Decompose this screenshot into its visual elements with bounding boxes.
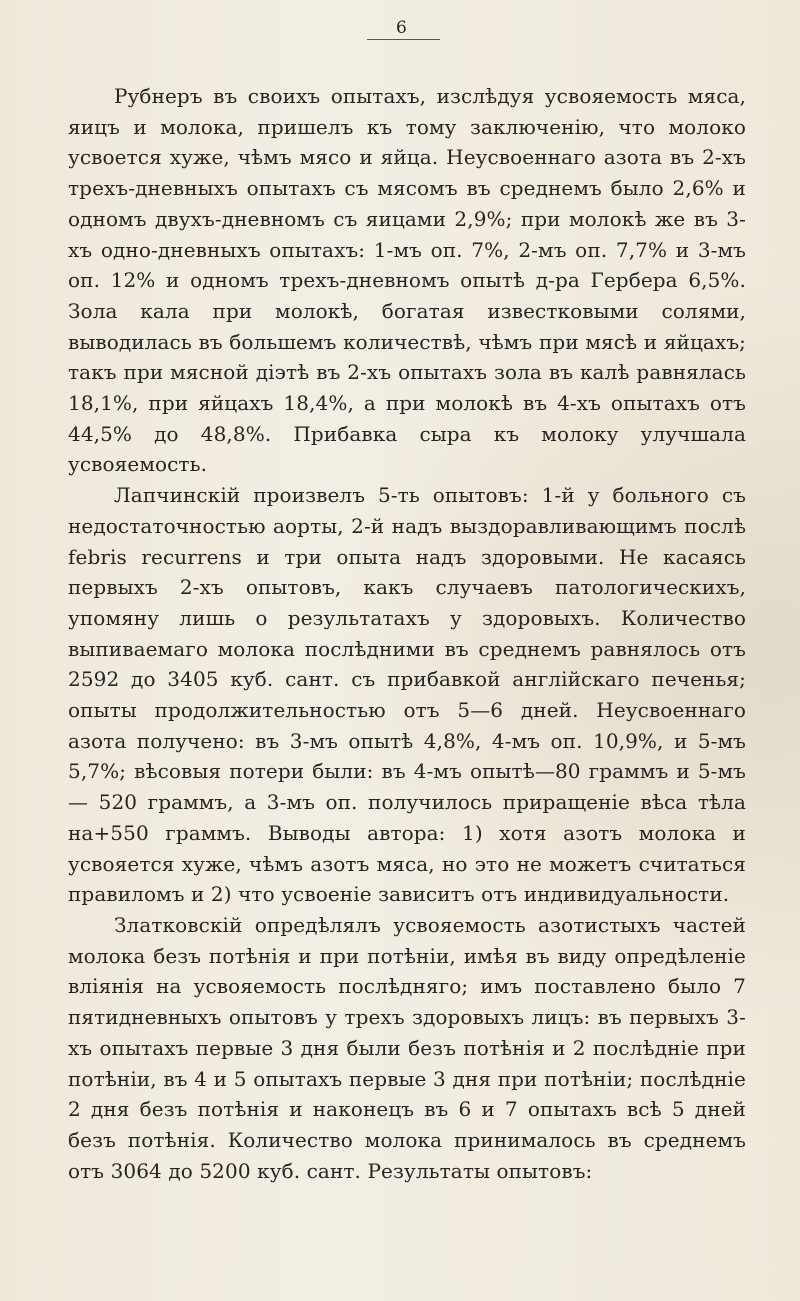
- paragraph-lapchinsky: Лапчинскій произвелъ 5-ть опытовъ: 1-й у больного съ недостаточностью аорты, 2-й надъ выздоравливающимъ послѣ febris recurrens и три опыта надъ здоровыми. Не касаясь первыхъ 2-хъ опытовъ, какъ случаевъ патологическихъ, упомяну лишь о результатахъ у здоровыхъ. Количество выпиваемаго молока послѣдними въ среднемъ равнялось отъ 2592 до 3405 куб. сант. съ прибавкой англійскаго печенья; опыты продолжительностью отъ 5—6 дней. Неусвоеннаго азота получено: въ 3-мъ опытѣ 4,8%, 4-мъ оп. 10,9%, и 5-мъ 5,7%; вѣсовыя потери были: въ 4-мъ опытѣ—80 граммъ и 5-мъ — 520 граммъ, а 3-мъ оп. получилось приращеніе вѣса тѣла на+550 граммъ. Выводы автора: 1) хотя азотъ молока и усвояется хуже, чѣмъ азотъ мяса, но это не можетъ считаться правиломъ и 2) что усвоеніе зависитъ отъ индивидуальности.: [68, 483, 746, 907]
- paragraph-zlatkovsky: Златковскій опредѣлялъ усвояемость азотистыхъ частей молока безъ потѣнія и при потѣніи, имѣя въ виду опредѣленіе вліянія на усвояемость послѣдняго; имъ поставлено было 7 пятидневныхъ опытовъ у трехъ здоровыхъ лицъ: въ первыхъ 3-хъ опытахъ первые 3 дня были безъ потѣнія и 2 послѣдніе при потѣніи, въ 4 и 5 опытахъ первые 3 дня при потѣніи; послѣдніе 2 дня безъ потѣнія и наконецъ въ 6 и 7 опытахъ всѣ 5 дней безъ потѣнія. Количество молока принималось въ среднемъ отъ 3064 до 5200 куб. сант. Результаты опытовъ:: [68, 912, 746, 1183]
- paragraph-rubner: Рубнеръ въ своихъ опытахъ, изслѣдуя усвояемость мяса, яицъ и молока, пришелъ къ тому заключенію, что молоко усвоется хуже, чѣмъ мясо и яйца. Неусвоеннаго азота въ 2-хъ трехъ-дневныхъ опытахъ съ мясомъ въ среднемъ было 2,6% и одномъ двухъ-дневномъ съ яицами 2,9%; при молокѣ же въ 3-хъ одно-дневныхъ опытахъ: 1-мъ оп. 7%, 2-мъ оп. 7,7% и 3-мъ оп. 12% и одномъ трехъ-дневномъ опытѣ д-ра Гербера 6,5%. Зола кала при молокѣ, богатая известковыми солями, выводилась въ большемъ количествѣ, чѣмъ при мясѣ и яйцахъ; такъ при мясной діэтѣ въ 2-хъ опытахъ зола въ калѣ равнялась 18,1%, при яйцахъ 18,4%, а при молокѣ въ 4-хъ опытахъ отъ 44,5% до 48,8%. Прибавка сыра къ молоку улучшала усвояемость.: [68, 84, 746, 477]
- page-text: [68, 81, 746, 1186]
- header-rule: [367, 39, 440, 40]
- page-number: 6: [396, 18, 407, 38]
